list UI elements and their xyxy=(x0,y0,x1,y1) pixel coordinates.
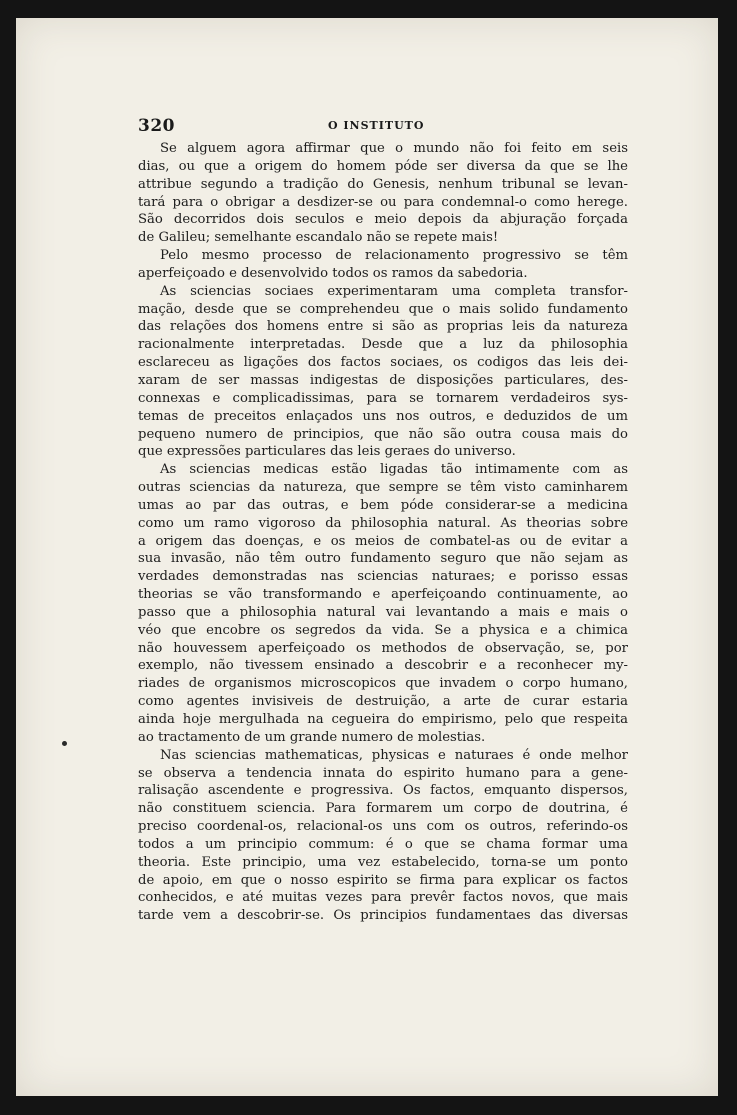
text-line: theoria. Este principio, uma vez estabelecido, torna-se um ponto xyxy=(138,854,628,870)
page-number: 320 xyxy=(138,116,175,136)
text-line: pequeno numero de principios, que não são outra cousa mais do xyxy=(138,426,628,442)
text-line: Nas sciencias mathematicas, physicas e naturaes é onde melhor xyxy=(160,747,628,763)
text-line: Se alguem agora affirmar que o mundo não foi feito em seis xyxy=(160,141,628,156)
text-line: sua invasão, não têm outro fundamento seguro que não sejam as xyxy=(138,551,628,567)
text-line: exemplo, não tivessem ensinado a descobrir e a reconhecer my- xyxy=(138,658,628,674)
text-line: que expressões particulares das leis geraes do universo. xyxy=(138,444,516,460)
text-line: outras sciencias da natureza, que sempre se têm visto caminharem xyxy=(138,480,628,496)
text-line: umas ao par das outras, e bem póde considerar-se a medicina xyxy=(138,497,628,513)
text-line: de Galileu; semelhante escandalo não se repete mais! xyxy=(138,230,499,246)
text-line: theorias se vão transformando e aperfeiçoando continuamente, ao xyxy=(138,587,628,603)
text-line: xaram de ser massas indigestas de disposições particulares, des- xyxy=(138,372,628,388)
page-header xyxy=(138,116,628,138)
text-line: São decorridos dois seculos e meio depois da abjuração forçada xyxy=(138,212,628,228)
text-line: véo que encobre os segredos da vida. Se a physica e a chimica xyxy=(138,622,628,638)
margin-dot xyxy=(62,741,67,746)
text-line: ralisação ascendente e progressiva. Os factos, emquanto dispersos, xyxy=(138,783,628,799)
text-line: attribue segundo a tradição do Genesis, nenhum tribunal se levan- xyxy=(138,176,628,192)
text-line: Pelo mesmo processo de relacionamento progressivo se têm xyxy=(160,248,628,264)
text-line: As sciencias medicas estão ligadas tão intimamente com as xyxy=(160,462,628,478)
text-line: de apoio, em que o nosso espirito se firma para explicar os factos xyxy=(138,872,628,888)
text-line: racionalmente interpretadas. Desde que a luz da philosophia xyxy=(138,337,628,353)
text-line: mação, desde que se comprehendeu que o mais solido fundamento xyxy=(138,301,628,317)
text-line: não constituem sciencia. Para formarem um corpo de doutrina, é xyxy=(138,801,628,817)
text-line: tarde vem a descobrir-se. Os principios fundamentaes das diversas xyxy=(138,908,628,924)
text-line: As sciencias sociaes experimentaram uma completa transfor- xyxy=(160,283,628,299)
text-line: verdades demonstradas nas sciencias naturaes; e porisso essas xyxy=(138,569,628,585)
text-line: como agentes invisiveis de destruição, a arte de curar estaria xyxy=(138,694,628,710)
text-line: temas de preceitos enlaçados uns nos outros, e deduzidos de um xyxy=(138,408,628,424)
text-line: tará para o obrigar a desdizer-se ou para condemnal-o como herege. xyxy=(138,194,628,210)
text-line: dias, ou que a origem do homem póde ser diversa da que se lhe xyxy=(138,158,628,174)
text-line: preciso coordenal-os, relacional-os uns com os outros, referindo-os xyxy=(138,819,628,835)
text-line: a origem das doenças, e os meios de combatel-as ou de evitar a xyxy=(138,533,628,549)
text-line: ao tractamento de um grande numero de molestias. xyxy=(138,729,486,745)
text-line: das relações dos homens entre si são as proprias leis da natureza xyxy=(138,319,628,335)
text-line: todos a um principio commum: é o que se chama formar uma xyxy=(138,836,628,852)
text-line: não houvessem aperfeiçoado os methodos de observação, se, por xyxy=(138,640,628,656)
text-line: esclareceu as ligações dos factos sociaes, os codigos das leis dei- xyxy=(138,355,628,371)
text-line: ainda hoje mergulhada na cegueira do empirismo, pelo que respeita xyxy=(138,712,628,727)
text-line: riades de organismos microscopicos que invadem o corpo humano, xyxy=(138,676,628,692)
text-line: se observa a tendencia innata do espirito humano para a gene- xyxy=(138,765,628,781)
text-line: connexas e complicadissimas, para se tornarem verdadeiros sys- xyxy=(138,390,628,406)
text-line: como um ramo vigoroso da philosophia natural. As theorias sobre xyxy=(138,515,628,531)
text-line: aperfeiçoado e desenvolvido todos os ramos da sabedoria. xyxy=(138,265,528,281)
text-line: passo que a philosophia natural vai levantando a mais e mais o xyxy=(138,604,628,620)
text-line: conhecidos, e até muitas vezes para prevêr factos novos, que mais xyxy=(138,890,628,906)
running-title: O INSTITUTO xyxy=(328,119,425,132)
body-text xyxy=(138,140,628,925)
